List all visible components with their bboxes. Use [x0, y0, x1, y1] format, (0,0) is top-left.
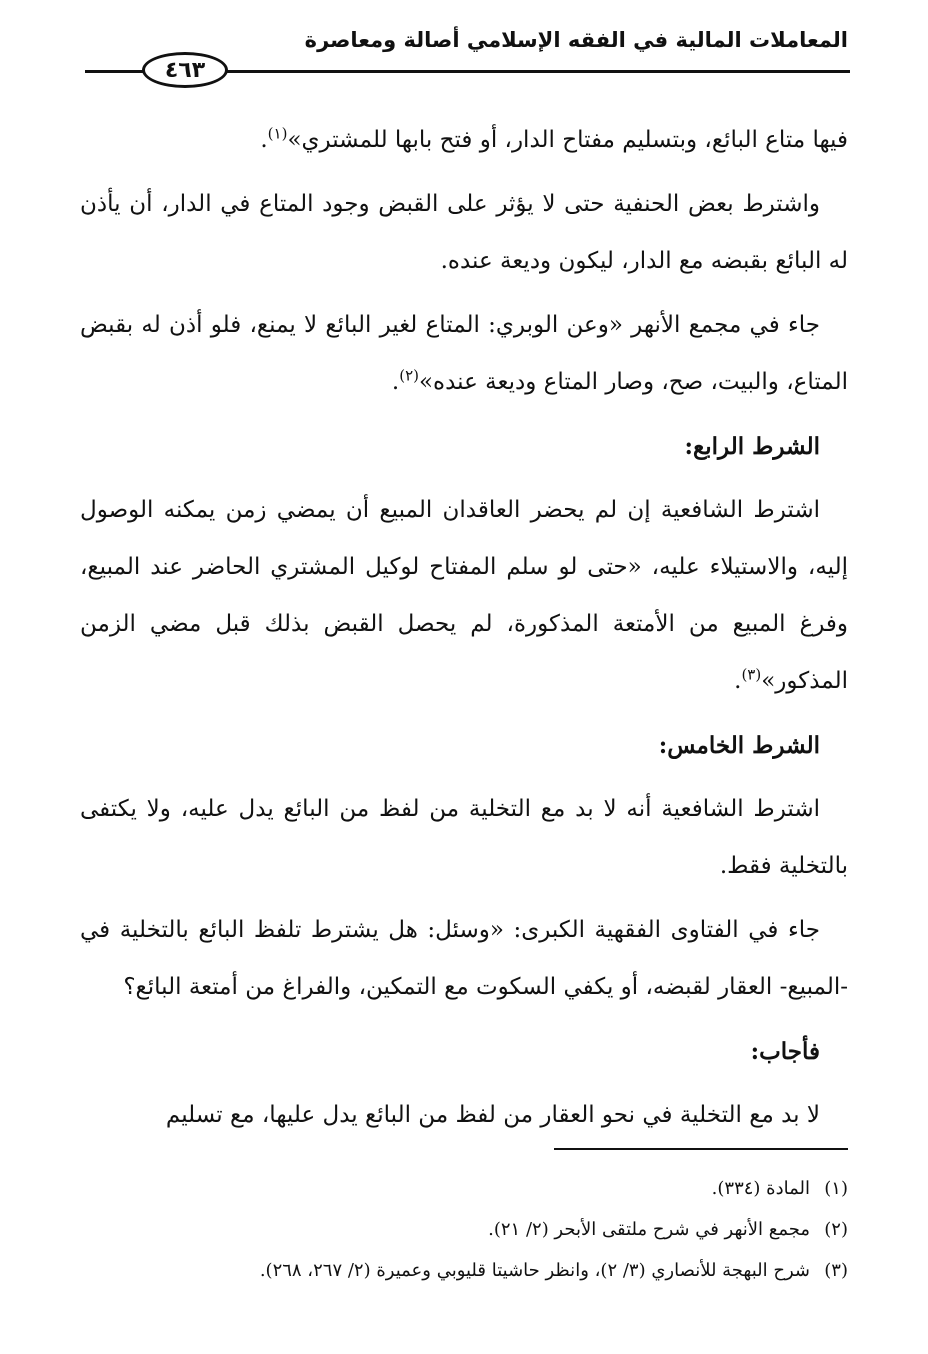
paragraph-tail: .: [734, 668, 742, 694]
footnotes: [80, 1168, 848, 1291]
paragraph: اشترط الشافعية أنه لا بد مع التخلية من لفظ من البائع يدل عليه، ولا يكتفى بالتخلية فقط.: [80, 796, 848, 879]
footnote-reference: (١): [267, 124, 288, 143]
paragraph: [80, 297, 848, 411]
footnote-text: شرح البهجة للأنصاري (٣/ ٢)، وانظر حاشيتا قليوبي وعميرة (٢/ ٢٦٧، ٢٦٨).: [259, 1260, 810, 1281]
paragraph-tail: .: [260, 127, 268, 153]
footnote-reference: (٣): [741, 665, 762, 684]
footnote-text: المادة (٣٣٤).: [711, 1178, 810, 1199]
page-number: ٤٦٣: [142, 52, 228, 88]
footnote-rule: [554, 1148, 848, 1150]
paragraph: جاء في الفتاوى الفقهية الكبرى: «وسئل: هل يشترط تلفظ البائع بالتخلية في -المبيع- العقار لقبضه، أو يكفي السكوت مع التمكين، والفراغ من أمتعة البائع؟: [80, 917, 848, 1000]
footnote-number: (٣): [824, 1260, 848, 1281]
section-heading: الشرط الرابع:: [684, 433, 820, 460]
section-heading: الشرط الخامس:: [658, 732, 820, 759]
body-text: [80, 112, 848, 1151]
footnote: [80, 1209, 848, 1250]
paragraph-text: اشترط الشافعية إن لم يحضر العاقدان المبيع أن يمضي زمن يمكنه الوصول إليه، والاستيلاء عليه، «حتى لو سلم المفتاح لوكيل المشتري الحاضر عند المبيع، وفرغ المبيع من الأمتعة المذكورة، لم يحصل القبض بذلك قبل مضي الزمن المذكور»: [80, 497, 848, 694]
paragraph-text: فيها متاع البائع، وبتسليم مفتاح الدار، أو فتح بابها للمشتري»: [287, 127, 848, 153]
footnote-text: مجمع الأنهر في شرح ملتقى الأبحر (٢/ ٢١).: [488, 1219, 810, 1240]
footnote: [80, 1168, 848, 1209]
paragraph: لا بد مع التخلية في نحو العقار من لفظ من البائع يدل عليها، مع تسليم: [165, 1102, 820, 1128]
paragraph-text: جاء في مجمع الأنهر «وعن الوبري: المتاع لغير البائع لا يمنع، فلو أذن له بقبض المتاع، والبيت، صح، وصار المتاع وديعة عنده»: [80, 312, 848, 395]
paragraph: [80, 112, 848, 169]
answer-label: فأجاب:: [750, 1038, 820, 1065]
paragraph: [80, 482, 848, 710]
running-header: المعاملات المالية في الفقه الإسلامي أصالة ومعاصرة: [304, 28, 848, 52]
footnote-number: (١): [824, 1178, 848, 1199]
paragraph-text: واشترط بعض الحنفية حتى لا يؤثر على القبض وجود المتاع في الدار، أن يأذن له البائع بقبضه مع الدار، ليكون وديعة عنده.: [80, 191, 848, 274]
footnote: [80, 1250, 848, 1291]
paragraph: [80, 176, 848, 290]
footnote-number: (٢): [824, 1219, 848, 1240]
footnote-reference: (٢): [399, 366, 419, 385]
paragraph-tail: .: [391, 369, 400, 395]
